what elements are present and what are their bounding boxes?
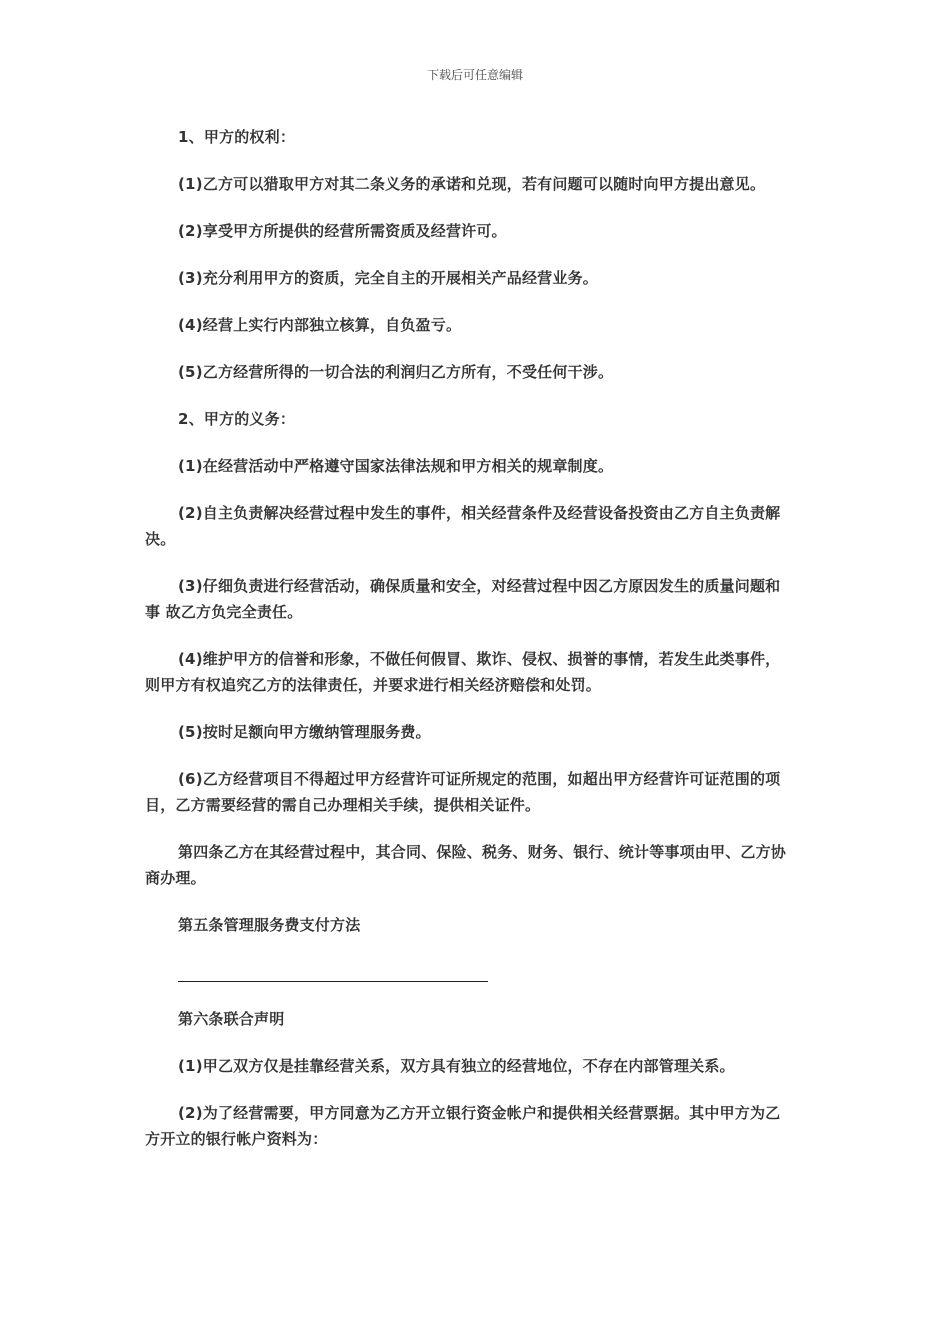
paragraph-rights-4: (4)经营上实行内部独立核算，自负盈亏。 xyxy=(178,316,462,334)
paragraph-declaration-2: (2)为了经营需要，甲方同意为乙方开立银行资金帐户和提供相关经营票据。其中甲方为乙方开立的银行帐户资料为： xyxy=(145,1104,781,1148)
section-heading-party-a-obligations: 2、甲方的义务： xyxy=(178,410,296,428)
page-header-note: 下载后可任意编辑 xyxy=(426,68,523,82)
paragraph-obligations-3: (3)仔细负责进行经营活动，确保质量和安全，对经营过程中因乙方原因发生的质量问题和事 故乙方负完全责任。 xyxy=(145,577,781,621)
article-six-heading: 第六条联合声明 xyxy=(178,1010,285,1028)
fill-in-blank-line xyxy=(145,959,793,985)
paragraph-declaration-1: (1)甲乙双方仅是挂靠经营关系，双方具有独立的经营地位，不存在内部管理关系。 xyxy=(178,1057,735,1075)
paragraph-rights-3: (3)充分利用甲方的资质，完全自主的开展相关产品经营业务。 xyxy=(178,269,598,287)
section-heading-party-a-rights: 1、甲方的权利： xyxy=(178,128,296,146)
paragraph-rights-2: (2)享受甲方所提供的经营所需资质及经营许可。 xyxy=(178,222,507,240)
paragraph-obligations-5: (5)按时足额向甲方缴纳管理服务费。 xyxy=(178,723,431,741)
paragraph-rights-5: (5)乙方经营所得的一切合法的利润归乙方所有，不受任何干涉。 xyxy=(178,363,614,381)
paragraph-obligations-1: (1)在经营活动中严格遵守国家法律法规和甲方相关的规章制度。 xyxy=(178,457,614,475)
article-four: 第四条乙方在其经营过程中，其合同、保险、税务、财务、银行、统计等事项由甲、乙方协商办理。 xyxy=(145,843,787,887)
paragraph-obligations-2: (2)自主负责解决经营过程中发生的事件，相关经营条件及经营设备投资由乙方自主负责解决。 xyxy=(145,504,781,548)
paragraph-obligations-6: (6)乙方经营项目不得超过甲方经营许可证所规定的范围，如超出甲方经营许可证范围的项目，乙方需要经营的需自己办理相关手续，提供相关证件。 xyxy=(145,770,781,814)
document-body xyxy=(145,124,793,1173)
paragraph-obligations-4: (4)维护甲方的信誉和形象，不做任何假冒、欺诈、侵权、损誉的事情，若发生此类事件，则甲方有权追究乙方的法律责任，并要求进行相关经济赔偿和处罚。 xyxy=(145,650,781,694)
paragraph-rights-1: (1)乙方可以猎取甲方对其二条义务的承诺和兑现，若有问题可以随时向甲方提出意见。 xyxy=(178,175,766,193)
article-five-heading: 第五条管理服务费支付方法 xyxy=(178,916,361,934)
underline-rule xyxy=(178,981,488,982)
